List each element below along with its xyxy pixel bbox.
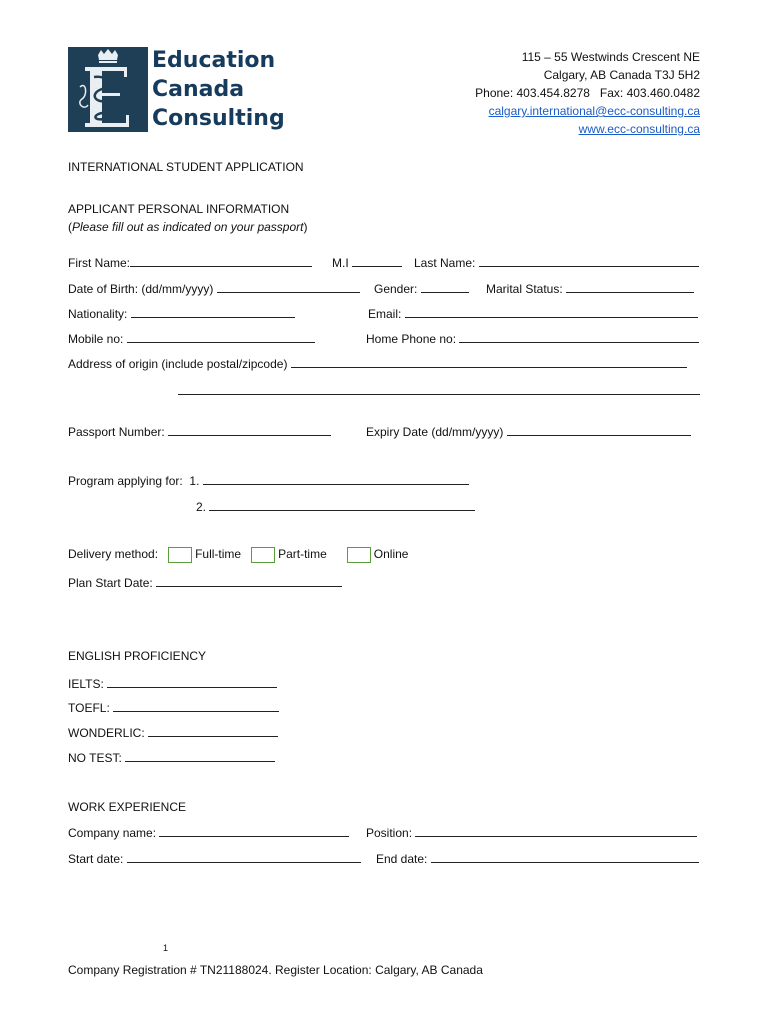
marital-status-label: Marital Status: (486, 282, 563, 296)
start-date-blank[interactable] (127, 851, 361, 863)
gender-field (374, 281, 469, 296)
program-label: Program applying for: (68, 474, 183, 488)
address-origin-blank[interactable] (291, 356, 687, 368)
position-field (366, 825, 697, 840)
online-checkbox[interactable] (347, 547, 371, 563)
form-title: INTERNATIONAL STUDENT APPLICATION (68, 160, 304, 174)
delivery-method-row (68, 547, 408, 563)
email-link[interactable]: calgary.international@ecc-consulting.ca (488, 104, 700, 118)
full-time-checkbox[interactable] (168, 547, 192, 563)
wonderlic-label: WONDERLIC: (68, 726, 145, 740)
passport-field (68, 424, 331, 439)
end-date-blank[interactable] (431, 851, 699, 863)
last-name-label: Last Name: (414, 256, 476, 270)
no-test-label: NO TEST: (68, 751, 122, 765)
program-blank-2[interactable] (209, 499, 475, 511)
address-line1: 115 – 55 Westwinds Crescent NE (521, 50, 700, 64)
work-heading: WORK EXPERIENCE (68, 800, 187, 814)
dob-label: Date of Birth: (dd/mm/yyyy) (68, 282, 214, 296)
crown-e-logo-icon (68, 47, 148, 132)
start-date-field (68, 851, 361, 866)
end-date-label: End date: (376, 852, 428, 866)
address-line2: Calgary, AB Canada T3J 5H2 (543, 68, 700, 82)
address-origin-label: Address of origin (include postal/zipcode) (68, 357, 288, 371)
email-blank[interactable] (405, 306, 698, 318)
company-name-blank[interactable] (159, 825, 349, 837)
part-time-label: Part-time (278, 547, 327, 562)
phone-fax: Phone: 403.454.8278 Fax: 403.460.0482 (475, 86, 700, 100)
company-name-line1: Education (152, 48, 276, 73)
email-field (368, 306, 698, 321)
toefl-field (68, 700, 279, 715)
passport-label: Passport Number: (68, 425, 165, 439)
website-link[interactable]: www.ecc-consulting.ca (578, 122, 700, 136)
toefl-blank[interactable] (113, 700, 279, 712)
marital-status-blank[interactable] (566, 281, 694, 293)
online-label: Online (373, 547, 409, 562)
wonderlic-blank[interactable] (148, 725, 278, 737)
start-date-label: Start date: (68, 852, 124, 866)
personal-info-heading: APPLICANT PERSONAL INFORMATION (68, 202, 290, 216)
mobile-blank[interactable] (127, 331, 315, 343)
company-name (152, 46, 285, 133)
company-name-field (68, 825, 349, 840)
end-date-field (376, 851, 699, 866)
contact-block (475, 48, 700, 138)
page-number: 1 (163, 943, 169, 953)
gender-blank[interactable] (421, 281, 469, 293)
expiry-field (366, 424, 691, 439)
full-time-label: Full-time (195, 547, 242, 562)
nationality-blank[interactable] (131, 306, 295, 318)
program-number-2: 2. (196, 500, 207, 514)
program-blank-1[interactable] (203, 473, 469, 485)
company-registration: Company Registration # TN21188024. Register Location: Calgary, AB Canada (68, 963, 483, 977)
toefl-label: TOEFL: (68, 701, 110, 715)
first-name-field (68, 255, 312, 270)
position-label: Position: (366, 826, 413, 840)
company-name-line3: Consulting (152, 106, 285, 131)
address-origin-field (68, 356, 687, 371)
home-phone-field (366, 331, 699, 346)
no-test-field (68, 750, 275, 765)
plan-start-label: Plan Start Date: (68, 576, 153, 590)
part-time-checkbox[interactable] (251, 547, 275, 563)
english-heading: ENGLISH PROFICIENCY (68, 649, 207, 663)
passport-note: (Please fill out as indicated on your passport) (68, 220, 308, 234)
company-logo (68, 47, 148, 132)
ielts-label: IELTS: (68, 677, 104, 691)
company-name-line2: Canada (152, 77, 245, 102)
middle-initial-label: M.I (332, 256, 349, 270)
marital-status-field (486, 281, 694, 296)
mobile-field (68, 331, 315, 346)
dob-blank[interactable] (217, 281, 360, 293)
middle-initial-blank[interactable] (352, 255, 402, 267)
first-name-label: First Name: (68, 256, 131, 270)
nationality-label: Nationality: (68, 307, 128, 321)
program-field-1 (68, 473, 469, 488)
ielts-field (68, 676, 277, 691)
expiry-label: Expiry Date (dd/mm/yyyy) (366, 425, 504, 439)
no-test-blank[interactable] (125, 750, 275, 762)
last-name-blank[interactable] (479, 255, 699, 267)
expiry-blank[interactable] (507, 424, 691, 436)
address-origin-line2 (178, 383, 700, 398)
dob-field (68, 281, 360, 296)
email-label: Email: (368, 307, 402, 321)
program-number-1: 1. (189, 474, 200, 488)
home-phone-label: Home Phone no: (366, 332, 457, 346)
program-field-2 (196, 499, 475, 514)
passport-blank[interactable] (168, 424, 331, 436)
home-phone-blank[interactable] (459, 331, 699, 343)
address-origin-blank-2[interactable] (178, 383, 700, 395)
mobile-label: Mobile no: (68, 332, 124, 346)
plan-start-blank[interactable] (156, 575, 342, 587)
nationality-field (68, 306, 295, 321)
company-name-label: Company name: (68, 826, 157, 840)
plan-start-field (68, 575, 342, 590)
ielts-blank[interactable] (107, 676, 277, 688)
last-name-field (414, 255, 699, 270)
middle-initial-field (332, 255, 402, 270)
gender-label: Gender: (374, 282, 418, 296)
first-name-blank[interactable] (130, 255, 312, 267)
wonderlic-field (68, 725, 278, 740)
delivery-method-label: Delivery method: (68, 547, 159, 562)
position-blank[interactable] (415, 825, 697, 837)
